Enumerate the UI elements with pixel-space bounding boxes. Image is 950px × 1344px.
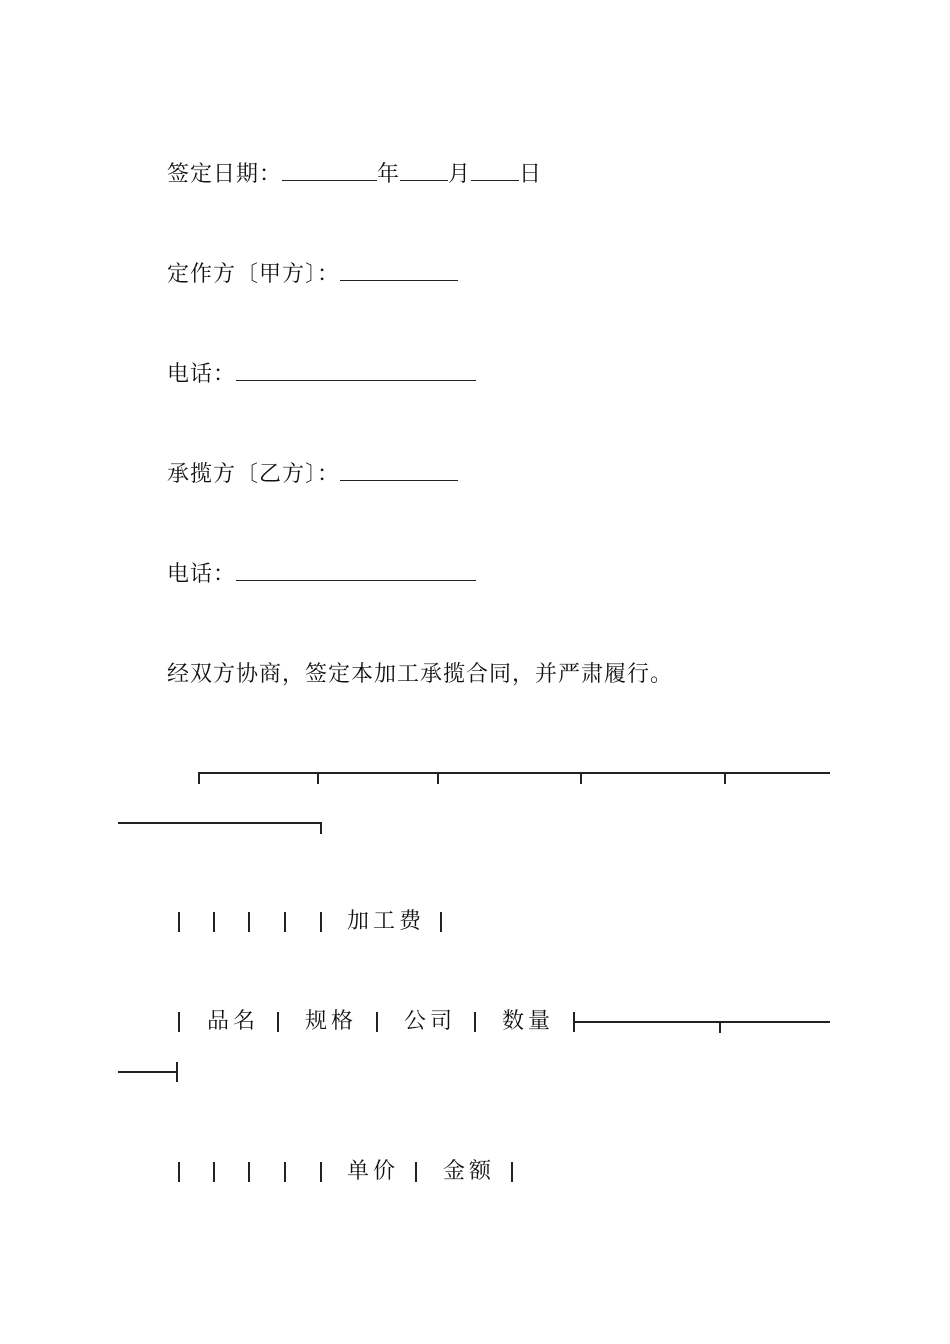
- header-company: 公司: [404, 1009, 457, 1034]
- signing-date-line: [167, 160, 542, 190]
- header-quantity: 数量: [502, 1009, 555, 1034]
- header-specification: 规格: [305, 1009, 358, 1034]
- party-b-label: 承揽方〔乙方〕：: [167, 462, 341, 487]
- party-b-line: [167, 460, 458, 490]
- header-product-name: 品名: [207, 1009, 260, 1034]
- party-a-line: [167, 260, 458, 290]
- party-a-blank[interactable]: [340, 260, 458, 281]
- year-blank[interactable]: [282, 160, 377, 181]
- day-blank[interactable]: [471, 160, 519, 181]
- month-label: 月: [448, 162, 472, 187]
- unit-price-header: 单价: [347, 1159, 400, 1184]
- phone-b-line: [167, 560, 476, 590]
- phone-a-line: [167, 360, 476, 390]
- party-a-label: 定作方〔甲方〕：: [167, 262, 341, 287]
- signing-date-label: 签定日期：: [167, 162, 283, 187]
- processing-fee-header: 加工费: [347, 909, 426, 934]
- year-label: 年: [377, 162, 401, 187]
- phone-b-label: 电话：: [167, 562, 237, 587]
- phone-a-blank[interactable]: [236, 360, 476, 381]
- party-b-blank[interactable]: [340, 460, 458, 481]
- amount-header: 金额: [443, 1159, 496, 1184]
- phone-b-blank[interactable]: [236, 560, 476, 581]
- agreement-text: 经双方协商，签定本加工承揽合同，并严肃履行。: [167, 662, 674, 687]
- month-blank[interactable]: [400, 160, 448, 181]
- day-label: 日: [519, 162, 543, 187]
- phone-a-label: 电话：: [167, 362, 237, 387]
